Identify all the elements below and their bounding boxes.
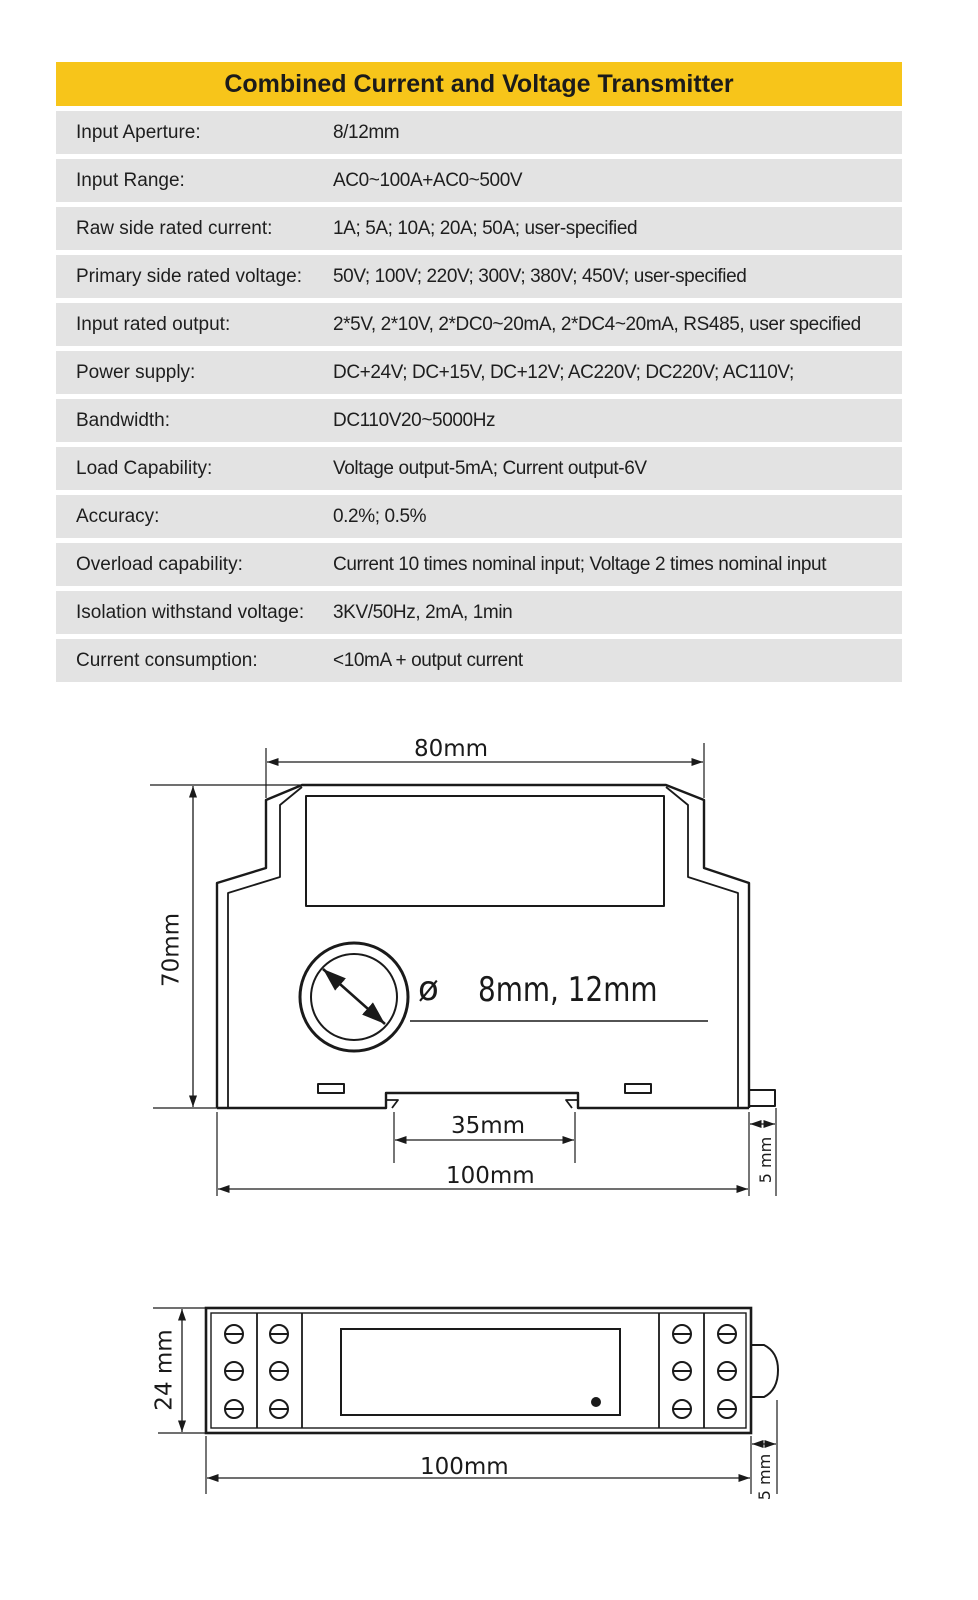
dim-100mm-label: 100mm — [446, 1163, 535, 1189]
top-body-inner — [211, 1313, 746, 1428]
dim-5mm-label: 5 mm — [756, 1136, 775, 1184]
spec-label: Accuracy: — [76, 505, 160, 527]
dim-top-5mm-label: 5 mm — [755, 1453, 774, 1501]
rail-clip-right — [566, 1100, 578, 1108]
spec-label: Bandwidth: — [76, 409, 171, 431]
diameter-symbol: ø — [418, 969, 439, 1009]
slot-left — [318, 1084, 344, 1093]
top-display-window — [341, 1329, 620, 1415]
housing-outline — [217, 785, 749, 1108]
spec-label: Overload capability: — [76, 553, 243, 575]
spec-value: 3KV/50Hz, 2mA, 1min — [333, 601, 513, 623]
dim-70mm-label: 70mm — [158, 912, 185, 988]
spec-label: Load Capability: — [76, 457, 213, 479]
spec-value: DC+24V; DC+15V, DC+12V; AC220V; DC220V; AC110V; — [333, 361, 794, 383]
spec-label: Input Aperture: — [76, 121, 201, 143]
spec-value: Current 10 times nominal input; Voltage 2 times nominal input — [333, 553, 827, 575]
spec-label: Primary side rated voltage: — [76, 265, 302, 287]
spec-label: Isolation withstand voltage: — [76, 601, 305, 623]
spec-value: 2*5V, 2*10V, 2*DC0~20mA, 2*DC4~20mA, RS485, user specified — [333, 313, 861, 335]
spec-value: AC0~100A+AC0~500V — [333, 169, 523, 191]
dim-top-100mm-label: 100mm — [420, 1454, 509, 1480]
spec-label: Power supply: — [76, 361, 196, 383]
spec-value: 0.2%; 0.5% — [333, 505, 427, 527]
spec-value: <10mA + output current — [333, 649, 523, 671]
housing-base — [217, 1093, 749, 1108]
spec-label: Current consumption: — [76, 649, 258, 671]
spec-title: Combined Current and Voltage Transmitter — [56, 62, 902, 106]
housing-inner-right — [666, 787, 738, 1108]
spec-label: Raw side rated current: — [76, 217, 273, 239]
spec-value: DC110V20~5000Hz — [333, 409, 496, 431]
spec-value: 8/12mm — [333, 121, 400, 143]
right-clip — [749, 1090, 775, 1106]
rail-clip-left — [386, 1100, 398, 1108]
spec-label: Input rated output: — [76, 313, 231, 335]
dim-24mm-label: 24 mm — [151, 1329, 178, 1411]
spec-value: 50V; 100V; 220V; 300V; 380V; 450V; user-specified — [333, 265, 747, 287]
slot-right — [625, 1084, 651, 1093]
dim-80mm-label: 80mm — [414, 736, 489, 762]
spec-value: Voltage output-5mA; Current output-6V — [333, 457, 647, 479]
spec-value: 1A; 5A; 10A; 20A; 50A; user-specified — [333, 217, 638, 239]
led-indicator — [591, 1397, 601, 1407]
aperture-size-label: 8mm, 12mm — [478, 970, 658, 1010]
aperture-diameter-arrow — [323, 969, 385, 1024]
display-window — [306, 796, 664, 906]
top-right-clip — [751, 1345, 778, 1397]
spec-label: Input Range: — [76, 169, 185, 191]
dim-35mm-label: 35mm — [451, 1113, 526, 1139]
